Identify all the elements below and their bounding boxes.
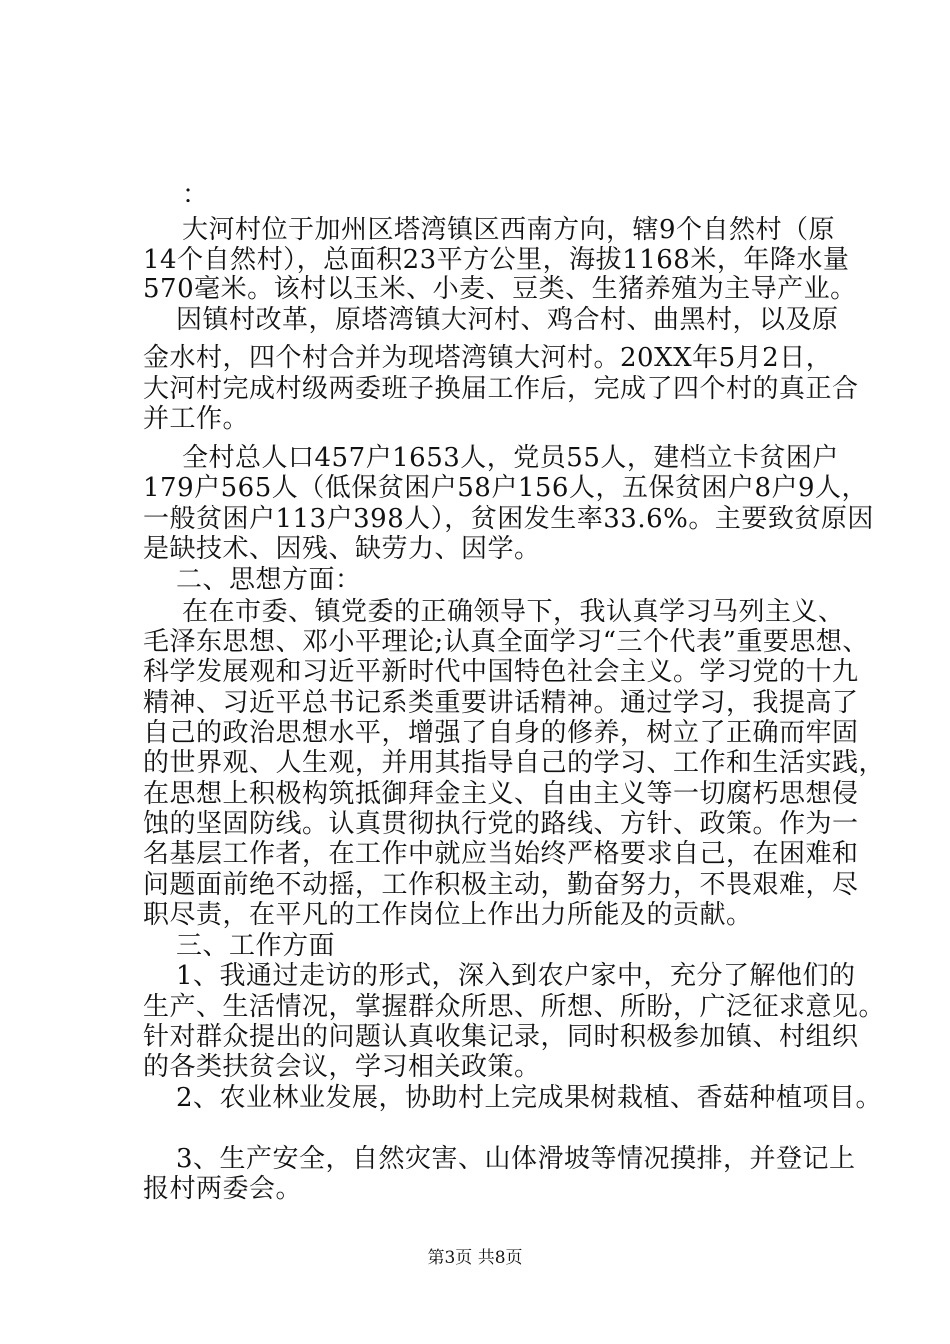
text-line: 3、生产安全，自然灾害、山体滑坡等情况摸排，并登记上 xyxy=(176,1144,856,1174)
text-line: 1、我通过走访的形式，深入到农户家中，充分了解他们的 xyxy=(176,961,856,991)
text-line: 因镇村改革，原塔湾镇大河村、鸡合村、曲黑村，以及原 xyxy=(176,305,839,335)
text-line: 自己的政治思想水平，增强了自身的修养，树立了正确而牢固 xyxy=(143,718,859,748)
text-line: 精神、习近平总书记系类重要讲话精神。通过学习，我提高了 xyxy=(143,688,859,718)
text-line: 179户565人（低保贫困户58户156人，五保贫困户8户9人， xyxy=(143,473,869,503)
text-line: ： xyxy=(182,180,209,210)
text-line: 的世界观、人生观，并用其指导自己的学习、工作和生活实践， xyxy=(143,748,886,778)
text-line: 在思想上积极构筑抵御拜金主义、自由主义等一切腐朽思想侵 xyxy=(143,779,859,809)
section-heading: 二、思想方面： xyxy=(176,565,362,595)
text-line: 金水村，四个村合并为现塔湾镇大河村。20XX年5月2日， xyxy=(143,343,833,373)
text-line: 全村总人口457户1653人，党员55人，建档立卡贫困户 xyxy=(182,443,839,473)
section-heading: 三、工作方面 xyxy=(176,931,336,961)
text-line: 一般贫困户113户398人），贫困发生率33.6%。主要致贫原因 xyxy=(143,504,874,534)
text-line: 2、农业林业发展，协助村上完成果树栽植、香菇种植项目。 xyxy=(176,1083,883,1113)
text-line: 大河村完成村级两委班子换届工作后，完成了四个村的真正合 xyxy=(143,374,859,404)
text-line: 570毫米。该村以玉米、小麦、豆类、生猪养殖为主导产业。 xyxy=(143,274,857,304)
text-line: 科学发展观和习近平新时代中国特色社会主义。学习党的十九 xyxy=(143,657,859,687)
text-line: 的各类扶贫会议，学习相关政策。 xyxy=(143,1052,541,1082)
text-line: 问题面前绝不动摇，工作积极主动，勤奋努力，不畏艰难，尽 xyxy=(143,870,859,900)
text-line: 针对群众提出的问题认真收集记录，同时积极参加镇、村组织 xyxy=(143,1022,859,1052)
text-line: 14个自然村），总面积23平方公里，海拔1168米，年降水量 xyxy=(143,245,850,275)
text-line: 蚀的坚固防线。认真贯彻执行党的路线、方针、政策。作为一 xyxy=(143,809,859,839)
text-line: 在在市委、镇党委的正确领导下，我认真学习马列主义、 xyxy=(182,597,845,627)
text-line: 并工作。 xyxy=(143,404,250,434)
page-number: 第3页 共8页 xyxy=(427,1248,523,1268)
text-line: 报村两委会。 xyxy=(143,1174,303,1204)
text-line: 是缺技术、因残、缺劳力、因学。 xyxy=(143,534,541,564)
text-line: 毛泽东思想、邓小平理论;认真全面学习“三个代表”重要思想、 xyxy=(143,627,869,657)
text-line: 名基层工作者，在工作中就应当始终严格要求自己，在困难和 xyxy=(143,839,859,869)
text-line: 生产、生活情况，掌握群众所思、所想、所盼，广泛征求意见。 xyxy=(143,992,886,1022)
text-line: 职尽责，在平凡的工作岗位上作出力所能及的贡献。 xyxy=(143,900,753,930)
text-line: 大河村位于加州区塔湾镇区西南方向，辖9个自然村（原 xyxy=(182,215,836,245)
